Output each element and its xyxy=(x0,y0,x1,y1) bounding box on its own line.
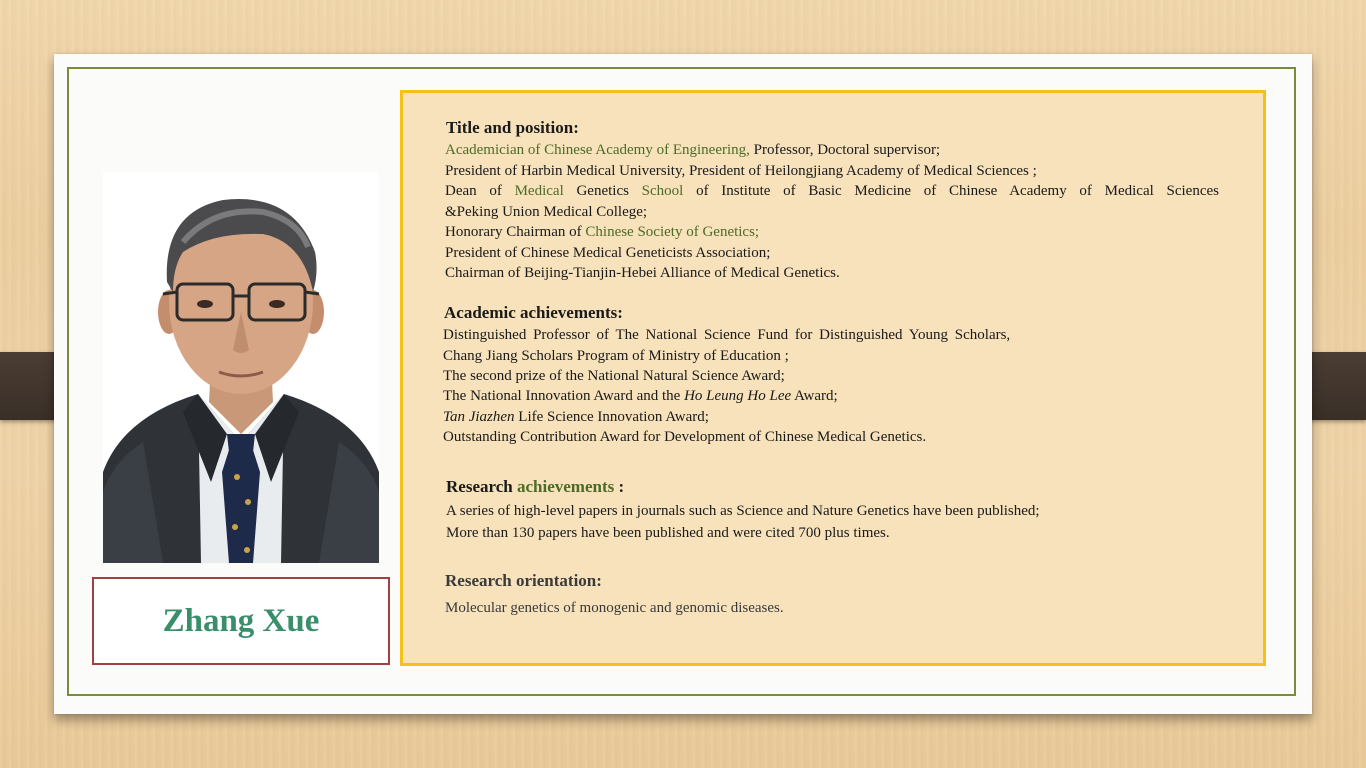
title-line-4: &Peking Union Medical College; xyxy=(445,204,648,220)
title-line-3-part-b: Genetics xyxy=(563,183,642,199)
title-line-3-highlight-medical: Medical xyxy=(514,183,564,199)
academic-line-4-part-a: The National Innovation Award and the xyxy=(443,388,685,404)
academic-line-4-part-b: Award; xyxy=(791,388,838,404)
research-line-1: A series of high-level papers in journals such as Science and Nature Genetics have been published; xyxy=(446,503,1040,519)
title-line-5 xyxy=(445,222,759,242)
person-name: Zhang Xue xyxy=(162,602,320,639)
title-line-5-part-a: Honorary Chairman of xyxy=(445,224,586,240)
title-line-1 xyxy=(445,140,940,160)
research-heading xyxy=(446,476,624,498)
academic-line-1: Distinguished Professor of The National Science Fund for Distinguished Young Scholars, xyxy=(443,327,1011,343)
academic-line-5 xyxy=(443,407,709,427)
academic-heading: Academic achievements: xyxy=(444,303,623,322)
title-position-heading: Title and position: xyxy=(446,118,579,137)
title-line-1-highlight: Academician of Chinese Academy of Engineering, xyxy=(445,142,750,158)
academic-line-2: Chang Jiang Scholars Program of Ministry of Education ; xyxy=(443,348,789,364)
title-line-5-highlight: Chinese Society of Genetics; xyxy=(585,224,760,240)
title-line-6: President of Chinese Medical Geneticists Association; xyxy=(445,245,771,261)
title-line-3 xyxy=(445,181,1219,201)
academic-line-6: Outstanding Contribution Award for Development of Chinese Medical Genetics. xyxy=(443,429,927,445)
research-heading-highlight: achievements xyxy=(516,477,615,496)
title-line-7: Chairman of Beijing-Tianjin-Hebei Alliance of Medical Genetics. xyxy=(445,265,840,281)
research-line-2: More than 130 papers have been published and were cited 700 plus times. xyxy=(446,525,890,541)
title-line-2: President of Harbin Medical University, President of Heilongjiang Academy of Medical Sciences ; xyxy=(445,163,1037,179)
title-line-3-part-a: Dean of xyxy=(445,183,515,199)
academic-line-4-italic: Ho Leung Ho Lee xyxy=(684,388,792,404)
academic-line-3: The second prize of the National Natural Science Award; xyxy=(443,368,785,384)
profile-info-panel xyxy=(400,90,1266,666)
orientation-heading: Research orientation: xyxy=(445,571,602,590)
research-heading-part-a: Research xyxy=(446,477,517,496)
research-heading-part-b: : xyxy=(614,477,625,496)
title-line-3-highlight-school: School xyxy=(641,183,684,199)
slide-card xyxy=(54,54,1312,714)
title-line-1-rest: Professor, Doctoral supervisor; xyxy=(749,142,941,158)
name-card xyxy=(92,577,390,665)
academic-line-5-part-b: Life Science Innovation Award; xyxy=(514,409,709,425)
academic-line-5-italic: Tan Jiazhen xyxy=(443,409,515,425)
orientation-line-1: Molecular genetics of monogenic and genomic diseases. xyxy=(445,600,784,616)
title-line-3-part-c: of Institute of Basic Medicine of Chinese Academy of Medical Sciences xyxy=(683,183,1219,199)
academic-line-4 xyxy=(443,386,838,406)
portrait-photo xyxy=(103,172,379,563)
